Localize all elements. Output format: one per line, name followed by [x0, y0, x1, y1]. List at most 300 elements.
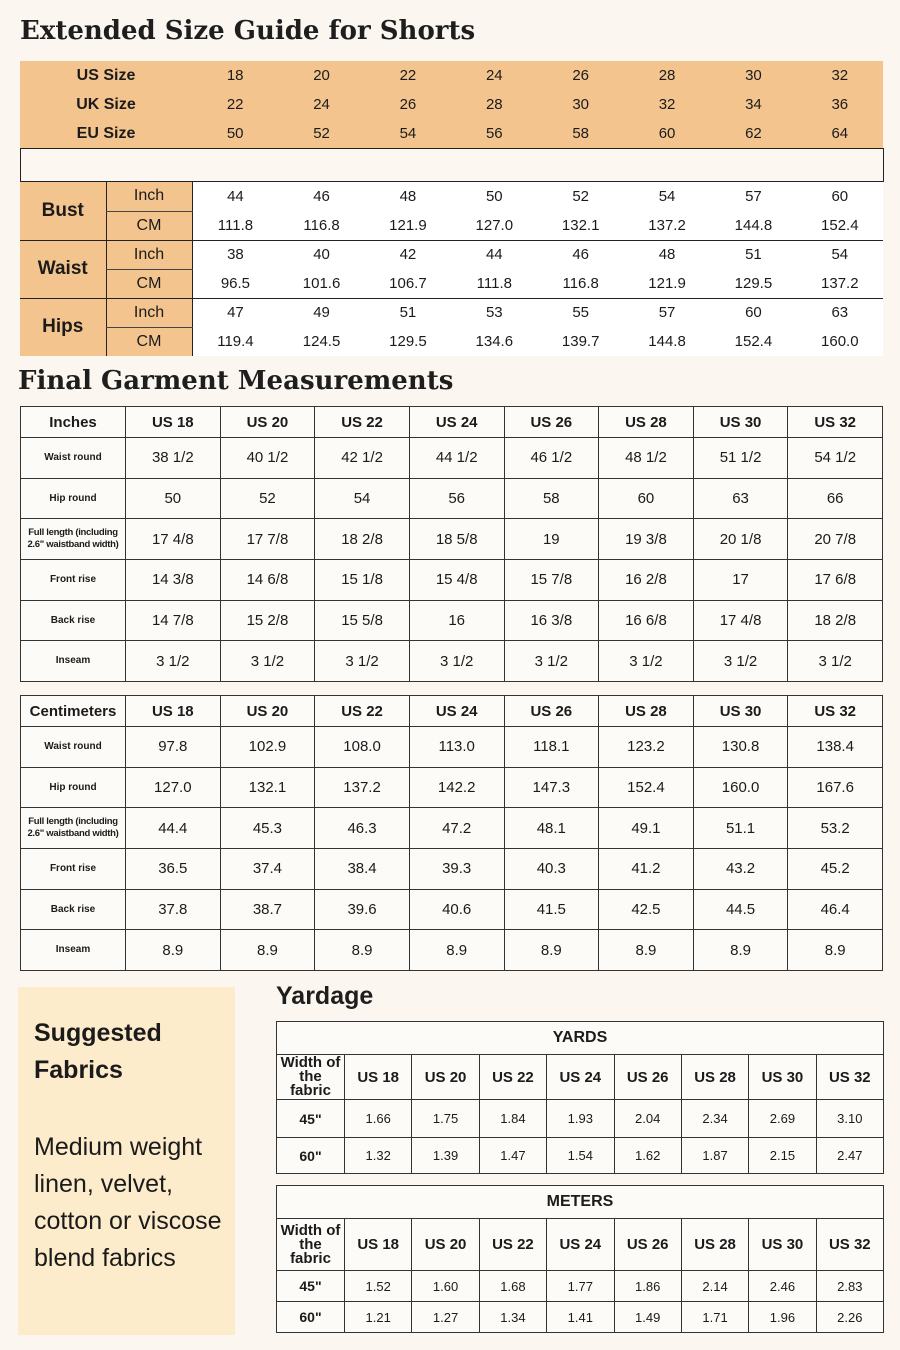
size-row — [20, 90, 883, 119]
measurement-cell: 116.8 — [278, 211, 364, 240]
table-cell: 37.4 — [220, 849, 315, 890]
measurement-group-label: Hips — [20, 298, 106, 356]
measurement-cell: 48 — [365, 182, 451, 211]
table-cell: 1.47 — [479, 1138, 546, 1174]
size-row-label: UK Size — [20, 90, 192, 119]
table-row — [21, 727, 883, 768]
measurement-cell: 137.2 — [797, 269, 883, 298]
table-cell: 47.2 — [409, 808, 504, 849]
table-cell: 53.2 — [788, 808, 883, 849]
unit-row — [277, 1022, 884, 1055]
table-cell: 63 — [693, 478, 788, 519]
table-row — [277, 1271, 884, 1302]
measurement-cell: 139.7 — [538, 327, 624, 356]
measurement-cell: 132.1 — [538, 211, 624, 240]
table-cell: 1.66 — [345, 1100, 412, 1138]
size-header: US 22 — [479, 1219, 546, 1271]
size-cell: 52 — [278, 119, 364, 148]
table-cell: 1.75 — [412, 1100, 479, 1138]
size-header: US 28 — [681, 1219, 748, 1271]
table-cell: 1.60 — [412, 1271, 479, 1302]
table-cell: 56 — [409, 478, 504, 519]
table-cell: 14 6/8 — [220, 560, 315, 601]
table-cell: 18 5/8 — [409, 519, 504, 560]
table-cell: 1.96 — [749, 1302, 816, 1333]
table-cell: 38 1/2 — [126, 438, 221, 479]
size-header: US 24 — [409, 696, 504, 727]
table-cell: 19 — [504, 519, 599, 560]
table-header-row — [277, 1219, 884, 1271]
measurement-cell: 49 — [278, 298, 364, 327]
size-header: US 20 — [412, 1055, 479, 1100]
table-row — [21, 519, 883, 560]
table-cell: 1.49 — [614, 1302, 681, 1333]
measurement-inch-row — [20, 298, 883, 327]
table-cell: 54 1/2 — [788, 438, 883, 479]
measurement-group-label: Bust — [20, 182, 106, 240]
yardage-yards-table — [276, 1021, 884, 1174]
table-cell: 44 1/2 — [409, 438, 504, 479]
table-cell: 127.0 — [126, 767, 221, 808]
measurement-cell: 116.8 — [538, 269, 624, 298]
table-cell: 42.5 — [599, 889, 694, 930]
measurement-cell: 144.8 — [624, 327, 710, 356]
table-cell: 15 2/8 — [220, 600, 315, 641]
measurement-cell: 106.7 — [365, 269, 451, 298]
size-row-label: US Size — [20, 61, 192, 90]
size-header: US 18 — [126, 407, 221, 438]
table-cell: 1.32 — [345, 1138, 412, 1174]
size-header: US 30 — [749, 1055, 816, 1100]
table-cell: 20 1/8 — [693, 519, 788, 560]
measurement-cell: 38 — [192, 240, 278, 269]
measurement-cell: 63 — [797, 298, 883, 327]
size-header: US 26 — [504, 407, 599, 438]
table-row — [277, 1100, 884, 1138]
size-cell: 30 — [710, 61, 796, 90]
size-cell: 64 — [797, 119, 883, 148]
table-cell: 39.6 — [315, 889, 410, 930]
fabric-width-label: 45" — [277, 1100, 345, 1138]
table-cell: 152.4 — [599, 767, 694, 808]
table-cell: 42 1/2 — [315, 438, 410, 479]
table-cell: 8.9 — [599, 930, 694, 971]
table-cell: 3 1/2 — [315, 641, 410, 682]
measurement-cell: 137.2 — [624, 211, 710, 240]
size-header: US 26 — [504, 696, 599, 727]
size-cell: 32 — [797, 61, 883, 90]
size-cell: 22 — [192, 90, 278, 119]
size-cell: 60 — [624, 119, 710, 148]
table-cell: 137.2 — [315, 767, 410, 808]
measurement-cell: 50 — [451, 182, 537, 211]
table-cell: 16 — [409, 600, 504, 641]
size-header: US 26 — [614, 1219, 681, 1271]
measurement-cell: 60 — [710, 298, 796, 327]
measurement-cm-row — [20, 269, 883, 298]
size-row-label: EU Size — [20, 119, 192, 148]
table-cell: 1.52 — [345, 1271, 412, 1302]
measurement-cell: 54 — [797, 240, 883, 269]
measurement-inch-row — [20, 182, 883, 211]
table-cell: 1.54 — [547, 1138, 614, 1174]
table-cell: 15 1/8 — [315, 560, 410, 601]
unit-label: CM — [106, 269, 192, 298]
table-cell: 19 3/8 — [599, 519, 694, 560]
measurement-cell: 129.5 — [365, 327, 451, 356]
table-cell: 17 4/8 — [693, 600, 788, 641]
table-cell: 66 — [788, 478, 883, 519]
table-cell: 1.21 — [345, 1302, 412, 1333]
table-cell: 2.69 — [749, 1100, 816, 1138]
table-cell: 1.77 — [547, 1271, 614, 1302]
measurement-cell: 46 — [538, 240, 624, 269]
table-cell: 16 3/8 — [504, 600, 599, 641]
table-cell: 39.3 — [409, 849, 504, 890]
table-cell: 50 — [126, 478, 221, 519]
measurement-cell: 57 — [624, 298, 710, 327]
row-label: Hip round — [21, 478, 126, 519]
size-cell: 18 — [192, 61, 278, 90]
row-label: Inseam — [21, 641, 126, 682]
measurement-group-label: Waist — [20, 240, 106, 298]
measurement-cm-row — [20, 211, 883, 240]
size-cell: 22 — [365, 61, 451, 90]
table-cell: 17 6/8 — [788, 560, 883, 601]
table-cell: 102.9 — [220, 727, 315, 768]
measurement-cell: 52 — [538, 182, 624, 211]
measurement-cell: 40 — [278, 240, 364, 269]
size-conversion-table — [20, 61, 883, 148]
table-cell: 17 4/8 — [126, 519, 221, 560]
table-cell: 123.2 — [599, 727, 694, 768]
measurement-cell: 51 — [365, 298, 451, 327]
measurement-cell: 54 — [624, 182, 710, 211]
table-cell: 49.1 — [599, 808, 694, 849]
size-header: US 28 — [681, 1055, 748, 1100]
table-cell: 3 1/2 — [126, 641, 221, 682]
measurement-cell: 144.8 — [710, 211, 796, 240]
size-header: US 24 — [547, 1055, 614, 1100]
suggested-fabrics-text: Medium weight linen, velvet, cotton or viscose blend fabrics — [34, 1133, 222, 1272]
table-cell: 16 2/8 — [599, 560, 694, 601]
table-row — [21, 560, 883, 601]
table-header-row — [21, 696, 883, 727]
table-cell: 38.4 — [315, 849, 410, 890]
row-label: Front rise — [21, 560, 126, 601]
table-cell: 2.83 — [816, 1271, 883, 1302]
table-cell: 118.1 — [504, 727, 599, 768]
measurement-cell: 44 — [192, 182, 278, 211]
measurement-cell: 96.5 — [192, 269, 278, 298]
fabric-width-label: 45" — [277, 1271, 345, 1302]
table-cell: 40.3 — [504, 849, 599, 890]
measurement-cell: 127.0 — [451, 211, 537, 240]
table-cell: 113.0 — [409, 727, 504, 768]
fabric-width-label: 60" — [277, 1302, 345, 1333]
table-cell: 58 — [504, 478, 599, 519]
size-header: US 20 — [220, 696, 315, 727]
table-cell: 3 1/2 — [409, 641, 504, 682]
table-cell: 142.2 — [409, 767, 504, 808]
table-cell: 60 — [599, 478, 694, 519]
size-cell: 34 — [710, 90, 796, 119]
table-cell: 97.8 — [126, 727, 221, 768]
size-header: US 22 — [315, 696, 410, 727]
table-cell: 1.27 — [412, 1302, 479, 1333]
table-header-row — [21, 407, 883, 438]
table-cell: 160.0 — [693, 767, 788, 808]
size-row — [20, 119, 883, 148]
table-cell: 14 3/8 — [126, 560, 221, 601]
measurement-inch-row — [20, 240, 883, 269]
measurement-cell: 48 — [624, 240, 710, 269]
table-cell: 14 7/8 — [126, 600, 221, 641]
size-header: US 24 — [547, 1219, 614, 1271]
table-cell: 147.3 — [504, 767, 599, 808]
table-cell: 18 2/8 — [788, 600, 883, 641]
table-cell: 2.47 — [816, 1138, 883, 1174]
table-row — [277, 1138, 884, 1174]
table-cell: 43.2 — [693, 849, 788, 890]
measurement-cell: 121.9 — [624, 269, 710, 298]
final-measurements-title: Final Garment Measurements — [18, 366, 454, 396]
table-cell: 41.2 — [599, 849, 694, 890]
page-title: Extended Size Guide for Shorts — [20, 16, 476, 46]
table-corner-label: Centimeters — [21, 696, 126, 727]
measurement-cell: 57 — [710, 182, 796, 211]
row-label: Full length (including 2.6" waistband width) — [21, 519, 126, 560]
table-cell: 8.9 — [504, 930, 599, 971]
table-cell: 2.14 — [681, 1271, 748, 1302]
table-cell: 45.2 — [788, 849, 883, 890]
unit-label: Inch — [106, 182, 192, 211]
measurement-cell: 160.0 — [797, 327, 883, 356]
table-cell: 3 1/2 — [504, 641, 599, 682]
table-row — [21, 808, 883, 849]
table-cell: 3 1/2 — [220, 641, 315, 682]
fabric-width-label: 60" — [277, 1138, 345, 1174]
table-cell: 1.62 — [614, 1138, 681, 1174]
size-cell: 26 — [538, 61, 624, 90]
table-cell: 1.86 — [614, 1271, 681, 1302]
measurement-cell: 124.5 — [278, 327, 364, 356]
row-label: Waist round — [21, 727, 126, 768]
size-header: US 20 — [412, 1219, 479, 1271]
table-row — [21, 438, 883, 479]
table-cell: 8.9 — [220, 930, 315, 971]
size-header: US 26 — [614, 1055, 681, 1100]
measurement-cell: 111.8 — [451, 269, 537, 298]
size-cell: 32 — [624, 90, 710, 119]
row-label: Inseam — [21, 930, 126, 971]
measurement-cell: 42 — [365, 240, 451, 269]
unit-label: Inch — [106, 298, 192, 327]
garment-inches-table — [20, 406, 883, 682]
table-header-row — [277, 1055, 884, 1100]
table-cell: 44.4 — [126, 808, 221, 849]
table-cell: 46 1/2 — [504, 438, 599, 479]
table-row — [277, 1302, 884, 1333]
table-cell: 1.84 — [479, 1100, 546, 1138]
table-cell: 8.9 — [315, 930, 410, 971]
size-header: US 22 — [479, 1055, 546, 1100]
table-cell: 46.4 — [788, 889, 883, 930]
size-cell: 24 — [278, 90, 364, 119]
size-cell: 54 — [365, 119, 451, 148]
row-label: Hip round — [21, 767, 126, 808]
table-cell: 1.71 — [681, 1302, 748, 1333]
table-cell: 8.9 — [409, 930, 504, 971]
size-cell: 28 — [624, 61, 710, 90]
unit-row — [277, 1186, 884, 1219]
size-cell: 62 — [710, 119, 796, 148]
row-label: Waist round — [21, 438, 126, 479]
table-row — [21, 889, 883, 930]
size-header: US 18 — [345, 1055, 412, 1100]
size-cell: 36 — [797, 90, 883, 119]
measurement-cell: 119.4 — [192, 327, 278, 356]
table-cell: 1.39 — [412, 1138, 479, 1174]
measurement-cell: 121.9 — [365, 211, 451, 240]
width-label: Width of the fabric — [277, 1219, 345, 1271]
size-header: US 32 — [816, 1055, 883, 1100]
measurement-cell: 46 — [278, 182, 364, 211]
table-cell: 51 1/2 — [693, 438, 788, 479]
table-cell: 1.34 — [479, 1302, 546, 1333]
table-cell: 3 1/2 — [599, 641, 694, 682]
yardage-title: Yardage — [276, 982, 374, 1010]
table-corner-label: Inches — [21, 407, 126, 438]
table-cell: 8.9 — [126, 930, 221, 971]
row-label: Back rise — [21, 600, 126, 641]
size-header: US 18 — [126, 696, 221, 727]
table-row — [21, 767, 883, 808]
table-cell: 37.8 — [126, 889, 221, 930]
table-cell: 40.6 — [409, 889, 504, 930]
table-cell: 1.68 — [479, 1271, 546, 1302]
suggested-fabrics-title: Suggested Fabrics — [34, 1019, 162, 1084]
size-cell: 56 — [451, 119, 537, 148]
table-cell: 2.04 — [614, 1100, 681, 1138]
table-cell: 132.1 — [220, 767, 315, 808]
measurement-cell: 44 — [451, 240, 537, 269]
unit-label: CM — [106, 327, 192, 356]
measurement-cell: 152.4 — [710, 327, 796, 356]
table-cell: 8.9 — [693, 930, 788, 971]
table-cell: 167.6 — [788, 767, 883, 808]
table-cell: 130.8 — [693, 727, 788, 768]
size-cell: 20 — [278, 61, 364, 90]
unit-header: YARDS — [277, 1022, 884, 1055]
measurement-cell: 47 — [192, 298, 278, 327]
size-header: US 30 — [693, 407, 788, 438]
size-header: US 24 — [409, 407, 504, 438]
table-cell: 1.93 — [547, 1100, 614, 1138]
size-cell: 26 — [365, 90, 451, 119]
unit-label: CM — [106, 211, 192, 240]
size-header: US 30 — [693, 696, 788, 727]
measurement-cell: 111.8 — [192, 211, 278, 240]
table-cell: 36.5 — [126, 849, 221, 890]
size-header: US 32 — [788, 407, 883, 438]
garment-cm-table — [20, 695, 883, 971]
table-cell: 2.15 — [749, 1138, 816, 1174]
size-row — [20, 61, 883, 90]
size-header: US 32 — [816, 1219, 883, 1271]
table-cell: 3.10 — [816, 1100, 883, 1138]
table-cell: 52 — [220, 478, 315, 519]
table-row — [21, 600, 883, 641]
measurement-cell: 101.6 — [278, 269, 364, 298]
table-cell: 15 5/8 — [315, 600, 410, 641]
size-header: US 28 — [599, 407, 694, 438]
table-divider — [20, 148, 884, 182]
size-header: US 20 — [220, 407, 315, 438]
table-cell: 48.1 — [504, 808, 599, 849]
table-cell: 38.7 — [220, 889, 315, 930]
table-cell: 54 — [315, 478, 410, 519]
table-cell: 108.0 — [315, 727, 410, 768]
measurement-cell: 53 — [451, 298, 537, 327]
measurement-cell: 152.4 — [797, 211, 883, 240]
table-cell: 3 1/2 — [693, 641, 788, 682]
row-label: Back rise — [21, 889, 126, 930]
width-label: Width of the fabric — [277, 1055, 345, 1100]
suggested-fabrics-panel — [18, 987, 235, 1335]
table-row — [21, 478, 883, 519]
body-measurements-table — [20, 182, 883, 356]
unit-label: Inch — [106, 240, 192, 269]
size-cell: 30 — [538, 90, 624, 119]
table-cell: 48 1/2 — [599, 438, 694, 479]
table-cell: 17 — [693, 560, 788, 601]
size-header: US 22 — [315, 407, 410, 438]
table-cell: 20 7/8 — [788, 519, 883, 560]
measurement-cell: 55 — [538, 298, 624, 327]
measurement-cell: 51 — [710, 240, 796, 269]
table-cell: 15 4/8 — [409, 560, 504, 601]
measurement-cell: 60 — [797, 182, 883, 211]
size-cell: 50 — [192, 119, 278, 148]
table-cell: 51.1 — [693, 808, 788, 849]
table-cell: 40 1/2 — [220, 438, 315, 479]
table-cell: 2.46 — [749, 1271, 816, 1302]
table-row — [21, 641, 883, 682]
table-cell: 15 7/8 — [504, 560, 599, 601]
table-cell: 1.41 — [547, 1302, 614, 1333]
size-cell: 24 — [451, 61, 537, 90]
table-cell: 18 2/8 — [315, 519, 410, 560]
measurement-cm-row — [20, 327, 883, 356]
table-cell: 41.5 — [504, 889, 599, 930]
yardage-meters-table — [276, 1185, 884, 1333]
table-cell: 45.3 — [220, 808, 315, 849]
table-cell: 2.34 — [681, 1100, 748, 1138]
table-cell: 44.5 — [693, 889, 788, 930]
table-cell: 2.26 — [816, 1302, 883, 1333]
measurement-cell: 134.6 — [451, 327, 537, 356]
size-header: US 30 — [749, 1219, 816, 1271]
table-cell: 46.3 — [315, 808, 410, 849]
size-cell: 28 — [451, 90, 537, 119]
table-cell: 8.9 — [788, 930, 883, 971]
size-cell: 58 — [538, 119, 624, 148]
row-label: Front rise — [21, 849, 126, 890]
size-header: US 32 — [788, 696, 883, 727]
measurement-cell: 129.5 — [710, 269, 796, 298]
row-label: Full length (including 2.6" waistband width) — [21, 808, 126, 849]
